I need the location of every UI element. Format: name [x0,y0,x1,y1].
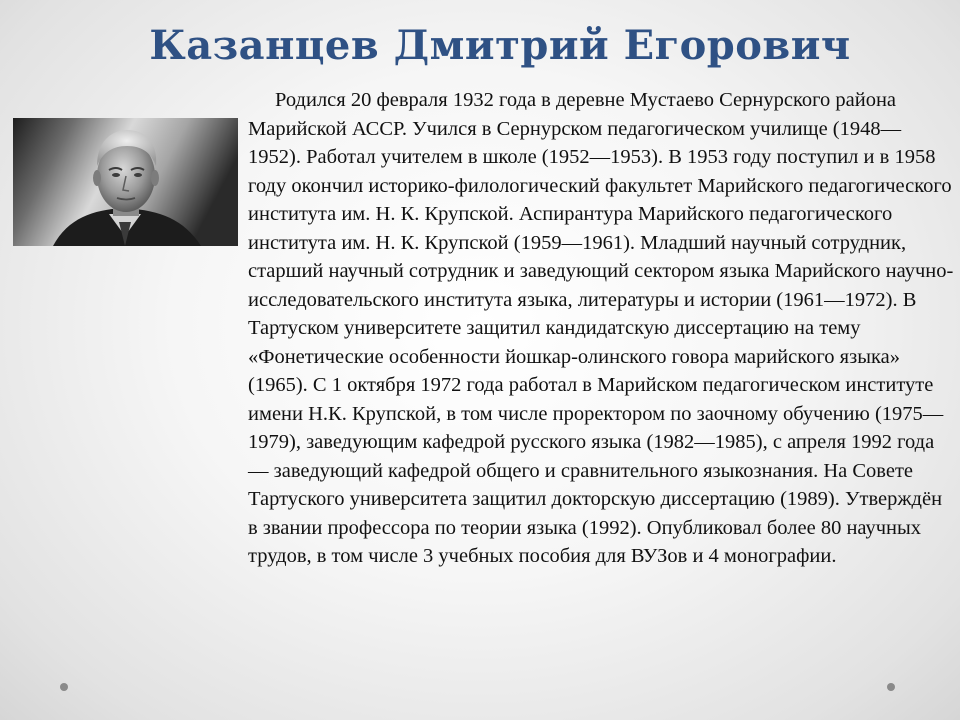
portrait-photo [13,118,238,246]
left-decorative-dot [60,683,68,691]
biography-text: Родился 20 февраля 1932 года в деревне Мустаево Сернурского района Марийской АССР. Учился в Сернурском педагогическом училище (1948—1952). Работал учителем в школе (1952—1953). В 1953 году поступил и в 1958 году окончил историко-филологический факультет Марийского педагогического института им. Н. К. Крупской. Аспирантура Марийского педагогического института им. Н. К. Крупской (1959—1961). Младший научный сотрудник, старший научный сотрудник и заведующий сектором языка Марийского научно-исследовательского института языка, литературы и истории (1961—1972). В Тартуском университете защитил кандидатскую диссертацию на тему «Фонетические особенности йошкар-олинского говора марийского языка» (1965). С 1 октября 1972 года работал в Марийском педагогическом институте имени Н.К. Крупской, в том числе проректором по заочному обучению (1975—1979), заведующим кафедрой русского языка (1982—1985), с апреля 1992 года — заведующий кафедрой общего и сравнительного языкознания. На Совете Тартуского университета защитил докторскую диссертацию (1989). Утверждён в звании профессора по теории языка (1992). Опубликовал более 80 научных трудов, в том числе 3 учебных пособия для ВУЗов и 4 монографии. [248,89,954,567]
slide-title: Казанцев Дмитрий Егорович [149,22,851,69]
portrait-illustration [13,118,238,246]
right-decorative-dot [887,683,895,691]
